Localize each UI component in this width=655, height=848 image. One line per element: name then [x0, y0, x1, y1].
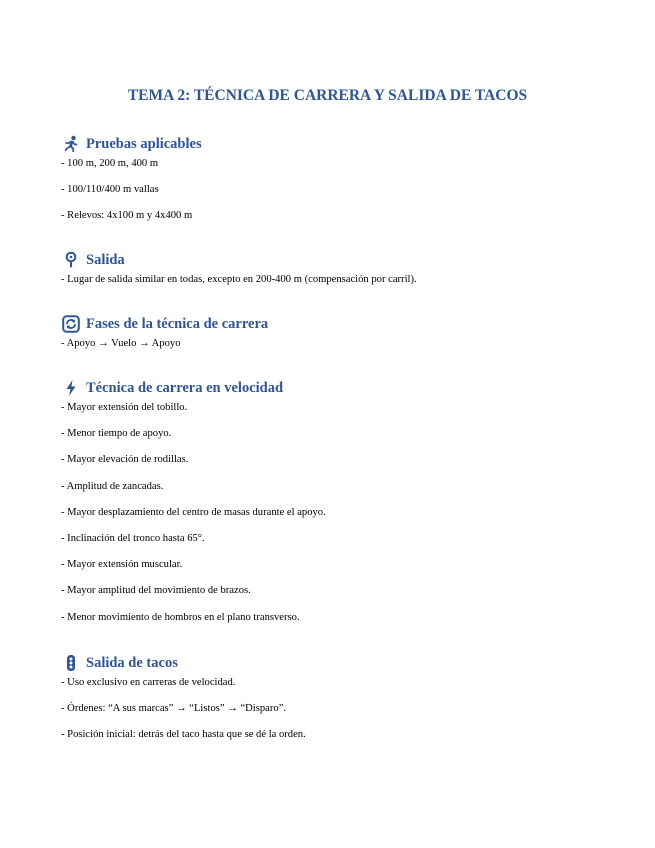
list-item: - Inclinación del tronco hasta 65°. [61, 532, 205, 544]
list-item: - Mayor extensión del tobillo. [61, 402, 188, 413]
list-item: - Mayor elevación de rodillas. [61, 454, 189, 466]
list-item: - Apoyo → Vuelo → Apoyo [61, 338, 181, 349]
section-title: Salida [86, 252, 125, 268]
section-salida [61, 249, 621, 287]
section-title: Técnica de carrera en velocidad [86, 380, 284, 396]
cycle-icon [62, 315, 80, 333]
section-heading [61, 377, 621, 399]
list-item: - Mayor extensión muscular. [61, 559, 183, 571]
list-item: - Uso exclusivo en carreras de velocidad. [61, 677, 236, 688]
section-tecnica-velocidad [61, 377, 621, 625]
list-item: - Mayor desplazamiento del centro de masas durante el apoyo. [61, 506, 326, 518]
section-title: Pruebas aplicables [86, 136, 202, 152]
location-pin-icon [62, 251, 80, 269]
section-heading [61, 652, 621, 674]
section-salida-de-tacos [61, 652, 621, 742]
list-item: - Menor movimiento de hombros en el plano transverso. [61, 611, 300, 623]
section-heading [61, 249, 621, 271]
traffic-light-icon [62, 654, 80, 672]
running-person-icon [62, 135, 80, 153]
lightning-bolt-icon [62, 379, 80, 397]
section-heading [61, 313, 621, 335]
list-item: - Mayor amplitud del movimiento de brazos. [61, 585, 251, 597]
list-item: - Órdenes: “A sus marcas” → “Listos” → “Disparo”. [61, 703, 287, 715]
section-fases [61, 313, 621, 351]
list-item: - Posición inicial: detrás del taco hasta que se dé la orden. [61, 729, 306, 741]
list-item: - 100 m, 200 m, 400 m [61, 158, 159, 169]
section-heading [61, 133, 621, 155]
list-item: - Lugar de salida similar en todas, excepto en 200-400 m (compensación por carril). [61, 274, 417, 285]
list-item: - Relevos: 4x100 m y 4x400 m [61, 210, 193, 222]
list-item: - Menor tiempo de apoyo. [61, 428, 172, 440]
list-item: - Amplitud de zancadas. [61, 480, 164, 492]
section-title: Salida de tacos [86, 655, 178, 671]
section-pruebas-aplicables [61, 133, 621, 223]
section-title: Fases de la técnica de carrera [86, 316, 269, 332]
document-title: TEMA 2: TÉCNICA DE CARRERA Y SALIDA DE TACOS [127, 87, 528, 104]
list-item: - 100/110/400 m vallas [61, 184, 159, 196]
